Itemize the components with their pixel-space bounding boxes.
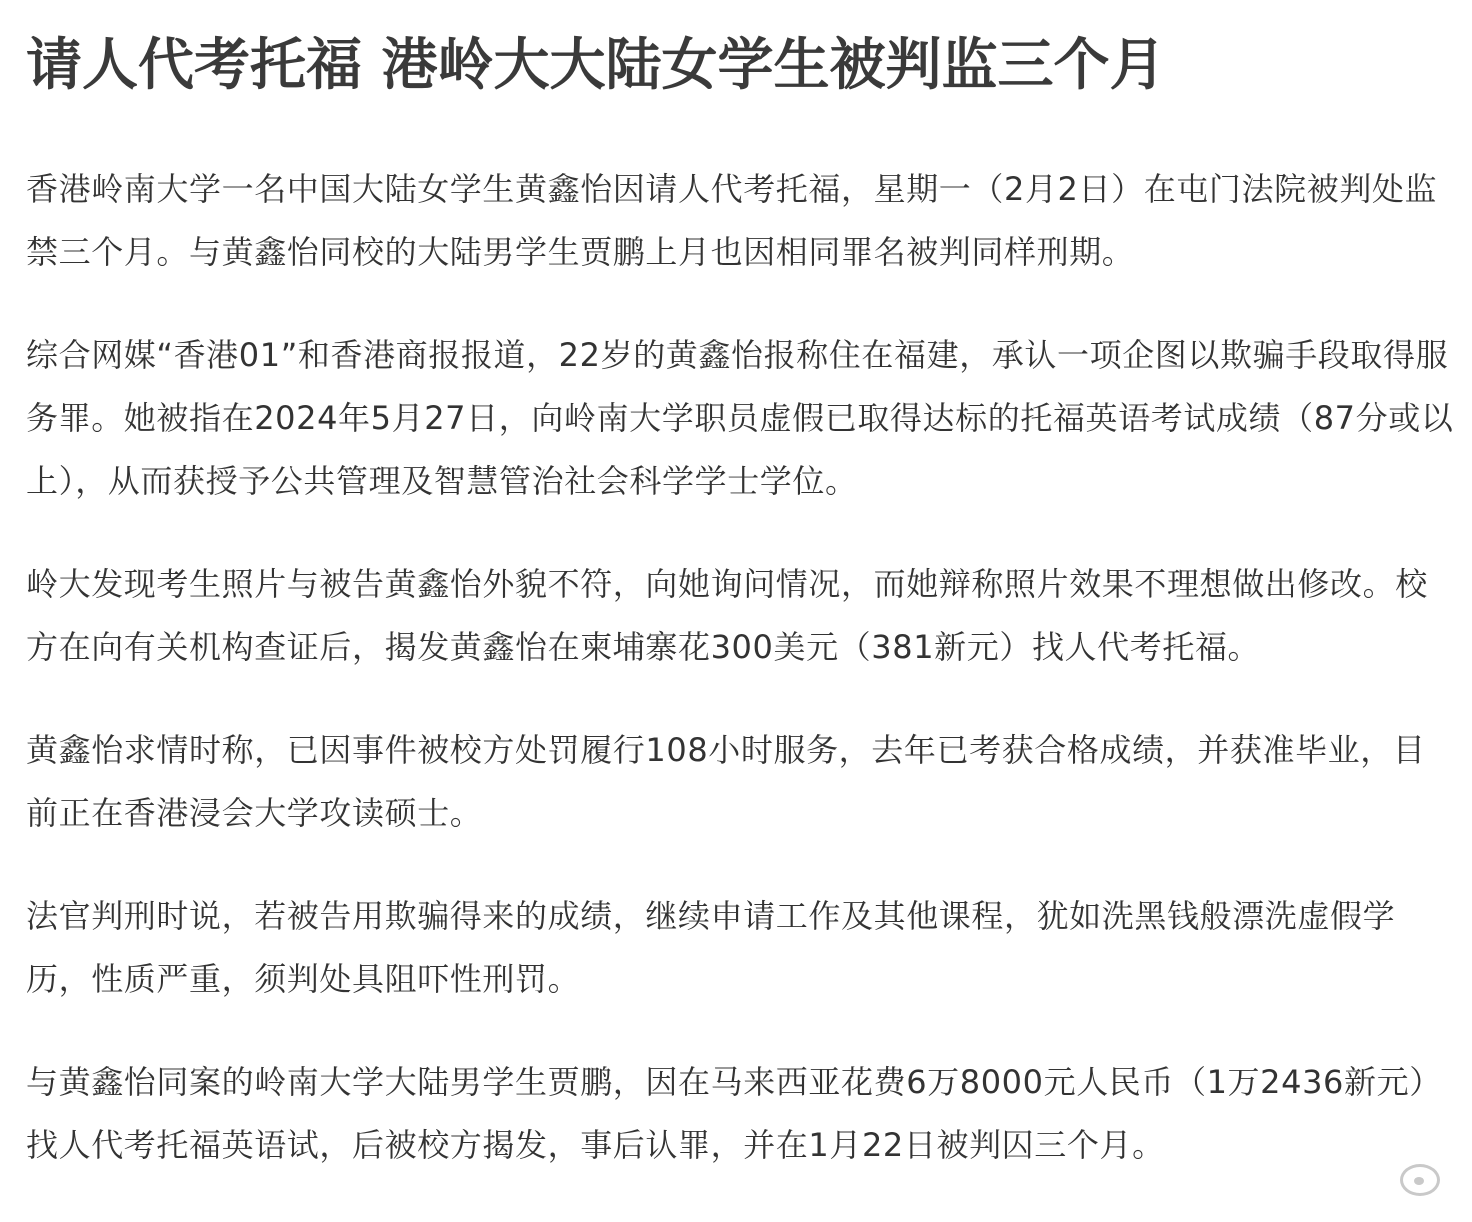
article [26,26,1456,1217]
article-paragraph-6: 与黄鑫怡同案的岭南大学大陆男学生贾鹏，因在马来西亚花费6万8000元人民币（1万2436新元）找人代考托福英语试，后被校方揭发，事后认罪，并在1月22日被判囚三个月。 [26,1063,1442,1164]
article-title: 请人代考托福 港岭大大陆女学生被判监三个月 [26,33,1166,98]
watermark [1400,1160,1456,1200]
article-paragraph-3: 岭大发现考生照片与被告黄鑫怡外貌不符，向她询问情况，而她辩称照片效果不理想做出修改。校方在向有关机构查证后，揭发黄鑫怡在柬埔寨花300美元（381新元）找人代考托福。 [26,565,1428,666]
article-paragraph-1: 香港岭南大学一名中国大陆女学生黄鑫怡因请人代考托福，星期一（2月2日）在屯门法院被判处监禁三个月。与黄鑫怡同校的大陆男学生贾鹏上月也因相同罪名被判同样刑期。 [26,170,1438,271]
article-paragraph-5: 法官判刑时说，若被告用欺骗得来的成绩，继续申请工作及其他课程，犹如洗黑钱般漂洗虚假学历，性质严重，须判处具阻吓性刑罚。 [26,897,1396,998]
article-paragraph-2: 综合网媒“香港01”和香港商报报道，22岁的黄鑫怡报称住在福建，承认一项企图以欺骗手段取得服务罪。她被指在2024年5月27日，向岭南大学职员虚假已取得达标的托福英语考试成绩（87分或以上），从而获授予公共管理及智慧管治社会科学学士学位。 [26,336,1454,500]
weibo-logo-icon [1400,1164,1440,1196]
article-paragraph-4: 黄鑫怡求情时称，已因事件被校方处罚履行108小时服务，去年已考获合格成绩，并获准毕业，目前正在香港浸会大学攻读硕士。 [26,731,1426,832]
